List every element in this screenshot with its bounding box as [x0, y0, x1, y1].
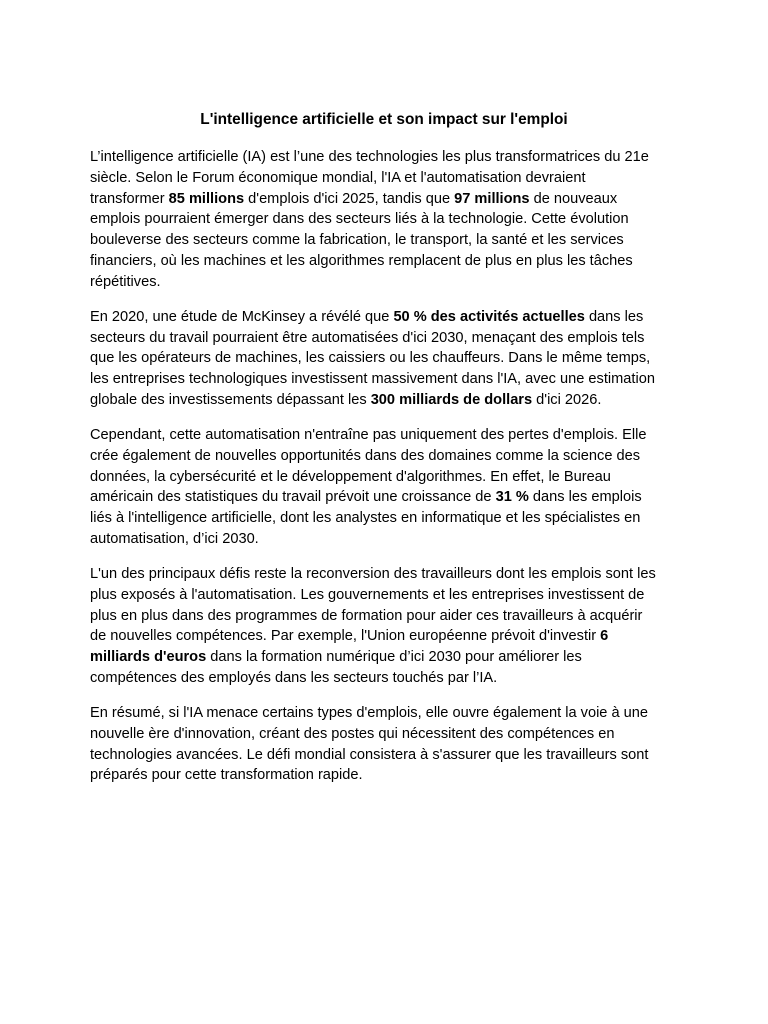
paragraph-line — [90, 147, 684, 168]
paragraph-line — [90, 606, 684, 627]
text-run: plus en plus dans des programmes de formation pour aider ces travailleurs à acquérir — [90, 607, 643, 624]
paragraph-line — [90, 529, 684, 550]
paragraph-line — [90, 585, 684, 606]
paragraph-line — [90, 765, 684, 786]
paragraph-line — [90, 668, 684, 689]
paragraph-2 — [90, 307, 684, 411]
paragraph-line — [90, 626, 684, 647]
text-run: bouleverse des secteurs comme la fabrication, le transport, la santé et les services — [90, 232, 624, 248]
bold-text-run: 6 — [600, 628, 609, 645]
text-run: liés à l'intelligence artificielle, dont les analystes en informatique et les spécialistes en — [90, 510, 641, 526]
text-run: dans les — [584, 308, 644, 325]
paragraph-line — [90, 369, 684, 390]
text-run: siècle. Selon le Forum économique mondial, l'IA et l'automatisation devraient — [90, 169, 586, 186]
paragraph-line — [90, 251, 684, 272]
paragraph-line — [90, 745, 684, 766]
paragraph-line — [90, 467, 684, 488]
document-body — [90, 147, 684, 801]
bold-text-run: 31 % — [495, 489, 529, 506]
text-run: de nouvelles compétences. Par exemple, l'Union européenne prévoit d'investir — [90, 628, 601, 645]
text-run: compétences des employés dans les secteurs touchés par l’IA. — [90, 669, 498, 686]
text-run: globale des investissements dépassant les — [90, 391, 371, 408]
text-run: crée également de nouvelles opportunités dans des domaines comme la science des — [90, 447, 641, 464]
text-run: transformer — [90, 190, 169, 207]
text-run: financiers, où les machines et les algorithmes remplacent de plus en plus les tâches — [90, 252, 633, 269]
paragraph-3 — [90, 425, 684, 550]
paragraph-line — [90, 425, 684, 446]
text-run: technologies avancées. Le défi mondial consistera à s'assurer que les travailleurs sont — [90, 746, 649, 763]
paragraph-line — [90, 307, 684, 328]
text-run: préparés pour cette transformation rapide. — [90, 767, 363, 784]
text-run: Cependant, cette automatisation n'entraîne pas uniquement des pertes d'emplois. Elle — [90, 427, 647, 443]
text-run: d'emplois d'ici 2025, tandis que — [244, 190, 455, 207]
text-run: d'ici 2026. — [532, 391, 602, 408]
text-run: que les opérateurs de machines, les caissiers ou les chauffeurs. Dans le même temps, — [90, 350, 651, 367]
paragraph-1 — [90, 147, 684, 292]
text-run: répétitives. — [90, 273, 161, 290]
bold-text-run: 85 millions — [168, 190, 245, 207]
bold-text-run: 97 millions — [454, 190, 530, 207]
paragraph-line — [90, 328, 684, 349]
paragraph-line — [90, 209, 684, 230]
text-run: dans la formation numérique d’ici 2030 pour améliorer les — [206, 649, 582, 665]
text-run: données, la cybersécurité et le développement d'algorithmes. En effet, le Bureau — [90, 468, 611, 485]
paragraph-line — [90, 703, 684, 724]
bold-text-run: milliards d'euros — [90, 649, 207, 665]
bold-text-run: 300 milliards de dollars — [370, 391, 533, 408]
text-run: nouvelle ère d'innovation, créant des postes qui nécessitent des compétences en — [90, 725, 615, 742]
text-run: dans les emplois — [528, 489, 642, 506]
text-run: les entreprises technologiques investissent massivement dans l'IA, avec une estimation — [90, 371, 655, 387]
text-run: L’intelligence artificielle (IA) est l’une des technologies les plus transformatrices du 21e — [90, 149, 649, 165]
text-run: secteurs du travail pourraient être automatisées d'ici 2030, menaçant des emplois tels — [90, 329, 645, 346]
paragraph-line — [90, 390, 684, 411]
paragraph-4 — [90, 564, 684, 689]
paragraph-line — [90, 230, 684, 251]
document-title: L'intelligence artificielle et son impact sur l'emploi — [200, 111, 568, 128]
text-run: américain des statistiques du travail prévoit une croissance de — [90, 489, 496, 506]
paragraph-line — [90, 189, 684, 210]
paragraph-line — [90, 487, 684, 508]
paragraph-line — [90, 724, 684, 745]
text-run: emplois pourraient émerger dans des secteurs liés à la technologie. Cette évolution — [90, 211, 629, 228]
text-run: L'un des principaux défis reste la reconversion des travailleurs dont les emplois sont les — [90, 566, 656, 582]
text-run: automatisation, d’ici 2030. — [90, 530, 259, 547]
text-run: de nouveaux — [529, 190, 618, 207]
paragraph-line — [90, 272, 684, 293]
paragraph-line — [90, 564, 684, 585]
paragraph-line — [90, 446, 684, 467]
paragraph-line — [90, 508, 684, 529]
bold-text-run: 50 % des activités actuelles — [393, 308, 585, 325]
text-run: En résumé, si l'IA menace certains types d'emplois, elle ouvre également la voie à une — [90, 705, 648, 721]
paragraph-line — [90, 168, 684, 189]
paragraph-5 — [90, 703, 684, 786]
paragraph-line — [90, 348, 684, 369]
text-run: plus exposés à l'automatisation. Les gouvernements et les entreprises investissent de — [90, 586, 645, 603]
paragraph-line — [90, 647, 684, 668]
text-run: En 2020, une étude de McKinsey a révélé que — [90, 308, 394, 325]
